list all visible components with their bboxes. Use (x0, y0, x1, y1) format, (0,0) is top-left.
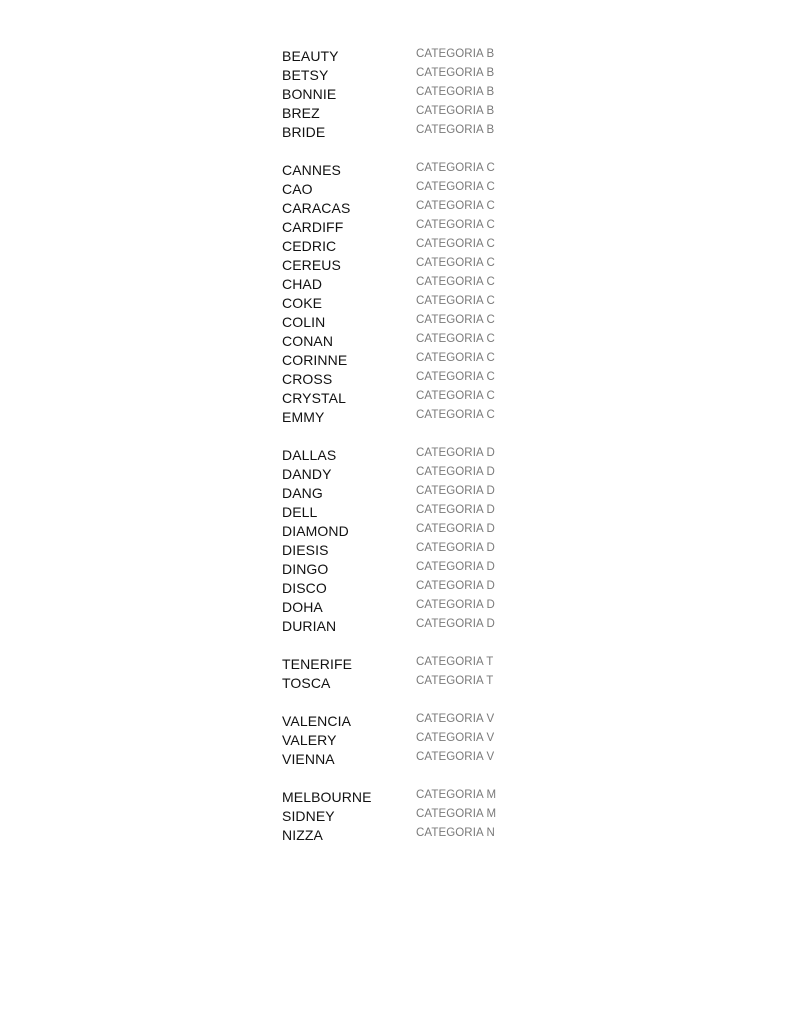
item-name: COKE (282, 294, 323, 311)
item-name: NIZZA (282, 826, 323, 843)
list-item (282, 350, 502, 369)
item-name: DINGO (282, 560, 329, 577)
list-item (282, 578, 502, 597)
category-group (282, 711, 502, 768)
item-name: DURIAN (282, 617, 337, 634)
list-item (282, 673, 502, 692)
item-name: MELBOURNE (282, 788, 372, 805)
item-name: DELL (282, 503, 318, 520)
item-name: SIDNEY (282, 807, 335, 824)
item-name: CEDRIC (282, 237, 337, 254)
item-category: CATEGORIA V (416, 750, 495, 763)
item-category: CATEGORIA D (416, 503, 495, 516)
item-name: CAO (282, 180, 313, 197)
item-name: DIESIS (282, 541, 329, 558)
list-item (282, 749, 502, 768)
list-item (282, 388, 502, 407)
list-item (282, 312, 502, 331)
item-name: CROSS (282, 370, 333, 387)
item-category: CATEGORIA C (416, 256, 495, 269)
item-name: DOHA (282, 598, 323, 615)
item-category: CATEGORIA D (416, 560, 495, 573)
item-name: COLIN (282, 313, 326, 330)
item-name: TENERIFE (282, 655, 353, 672)
item-category: CATEGORIA C (416, 408, 495, 421)
item-category: CATEGORIA C (416, 332, 495, 345)
list-item (282, 616, 502, 635)
item-category: CATEGORIA T (416, 674, 494, 687)
item-category: CATEGORIA C (416, 218, 495, 231)
item-category: CATEGORIA D (416, 617, 495, 630)
item-category: CATEGORIA B (416, 66, 495, 79)
item-name: BETSY (282, 66, 329, 83)
list-item (282, 654, 502, 673)
item-name: VIENNA (282, 750, 335, 767)
item-name: VALENCIA (282, 712, 352, 729)
list-item (282, 502, 502, 521)
item-name: CANNES (282, 161, 341, 178)
item-category: CATEGORIA N (416, 826, 495, 839)
item-category: CATEGORIA D (416, 522, 495, 535)
list-item (282, 407, 502, 426)
list-item (282, 825, 502, 844)
item-category: CATEGORIA D (416, 579, 495, 592)
category-group (282, 787, 502, 844)
category-group (282, 160, 502, 426)
item-name: EMMY (282, 408, 325, 425)
item-name: CARDIFF (282, 218, 344, 235)
item-name: CONAN (282, 332, 334, 349)
item-name: TOSCA (282, 674, 331, 691)
list-item (282, 65, 502, 84)
item-category: CATEGORIA C (416, 351, 495, 364)
list-item (282, 179, 502, 198)
list-item (282, 236, 502, 255)
item-category: CATEGORIA B (416, 104, 495, 117)
list-item (282, 103, 502, 122)
list-item (282, 464, 502, 483)
list-item (282, 521, 502, 540)
list-item (282, 711, 502, 730)
item-category: CATEGORIA C (416, 237, 495, 250)
item-name: CEREUS (282, 256, 341, 273)
item-name: DANDY (282, 465, 332, 482)
item-name: DALLAS (282, 446, 337, 463)
item-name: DISCO (282, 579, 327, 596)
item-category: CATEGORIA T (416, 655, 494, 668)
list-item (282, 46, 502, 65)
item-name: VALERY (282, 731, 337, 748)
item-category: CATEGORIA B (416, 47, 495, 60)
category-group (282, 46, 502, 141)
item-category: CATEGORIA D (416, 465, 495, 478)
item-name: CHAD (282, 275, 323, 292)
item-category: CATEGORIA C (416, 161, 495, 174)
list-item (282, 293, 502, 312)
item-category: CATEGORIA D (416, 484, 495, 497)
list-item (282, 255, 502, 274)
item-name: CORINNE (282, 351, 348, 368)
item-category: CATEGORIA M (416, 807, 497, 820)
item-category: CATEGORIA C (416, 313, 495, 326)
list-item (282, 483, 502, 502)
item-category: CATEGORIA B (416, 85, 495, 98)
item-category: CATEGORIA V (416, 731, 495, 744)
item-name: DIAMOND (282, 522, 349, 539)
item-category: CATEGORIA V (416, 712, 495, 725)
list-item (282, 369, 502, 388)
item-category: CATEGORIA C (416, 370, 495, 383)
list-item (282, 160, 502, 179)
list-item (282, 540, 502, 559)
item-category: CATEGORIA M (416, 788, 497, 801)
list-item (282, 331, 502, 350)
list-item (282, 84, 502, 103)
item-category: CATEGORIA D (416, 541, 495, 554)
list-item (282, 559, 502, 578)
item-category: CATEGORIA D (416, 446, 495, 459)
list-item (282, 198, 502, 217)
item-name: CRYSTAL (282, 389, 346, 406)
item-category: CATEGORIA C (416, 389, 495, 402)
item-category: CATEGORIA D (416, 598, 495, 611)
list-item (282, 730, 502, 749)
item-category: CATEGORIA B (416, 123, 495, 136)
item-name: DANG (282, 484, 323, 501)
category-group (282, 654, 502, 692)
list-item (282, 597, 502, 616)
item-name: BRIDE (282, 123, 326, 140)
item-name: BONNIE (282, 85, 337, 102)
name-category-list (282, 46, 502, 863)
list-item (282, 445, 502, 464)
list-item (282, 274, 502, 293)
list-item (282, 217, 502, 236)
list-item (282, 122, 502, 141)
list-item (282, 787, 502, 806)
item-category: CATEGORIA C (416, 180, 495, 193)
category-group (282, 445, 502, 635)
item-name: BEAUTY (282, 47, 339, 64)
item-category: CATEGORIA C (416, 294, 495, 307)
list-item (282, 806, 502, 825)
item-category: CATEGORIA C (416, 275, 495, 288)
item-category: CATEGORIA C (416, 199, 495, 212)
item-name: CARACAS (282, 199, 351, 216)
item-name: BREZ (282, 104, 320, 121)
